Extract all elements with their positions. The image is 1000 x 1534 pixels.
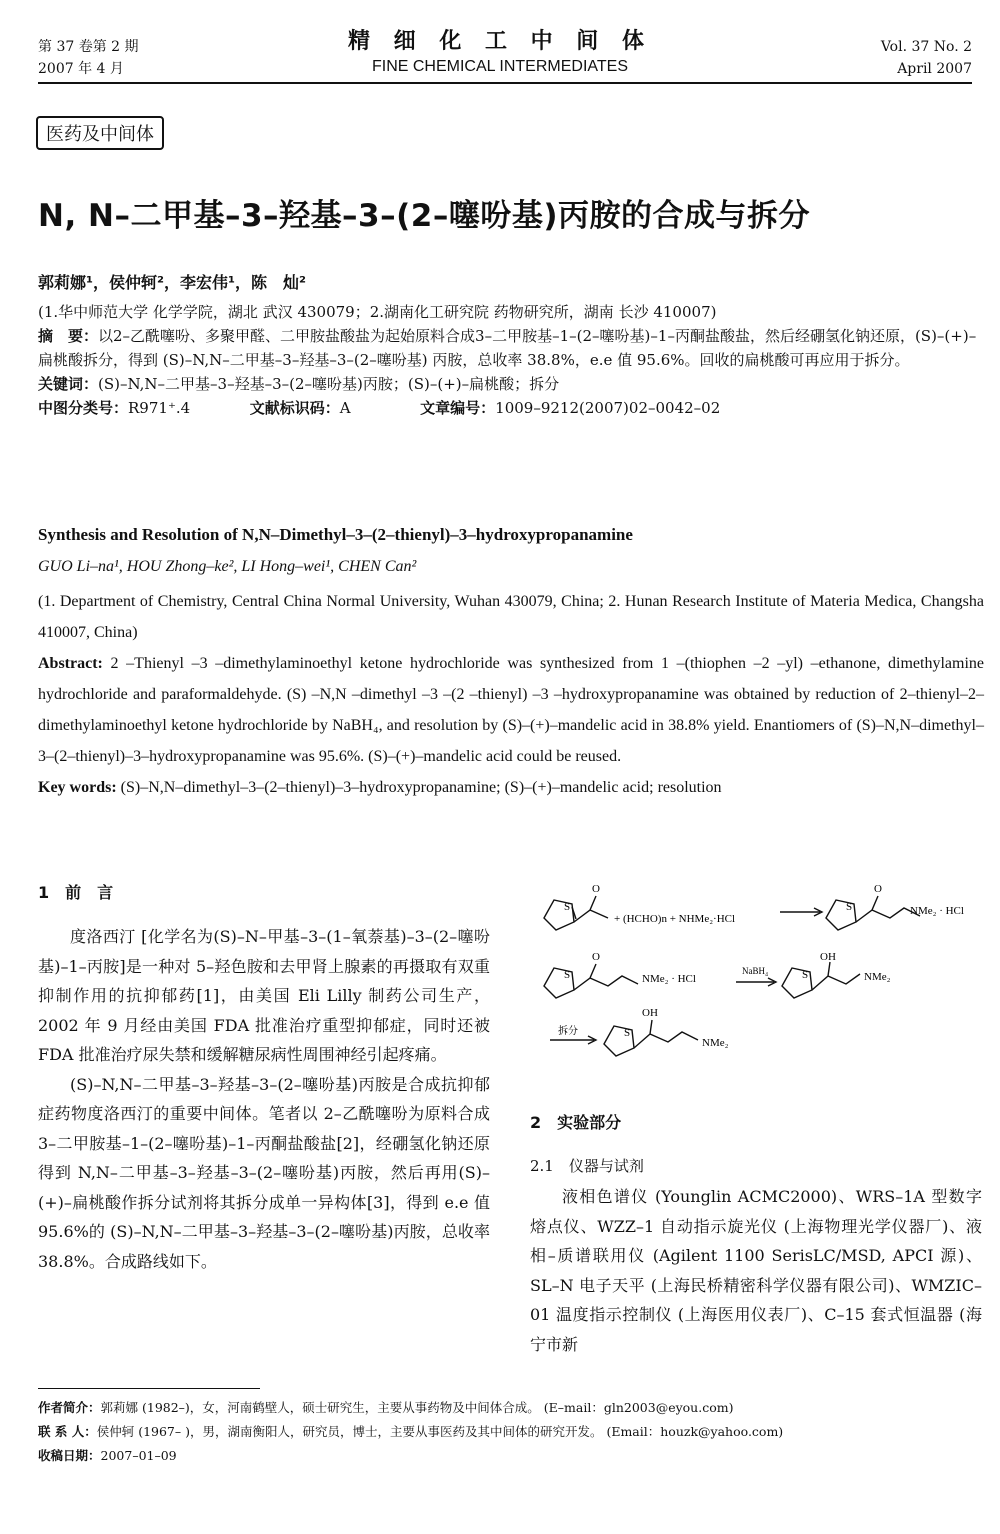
scheme-s-label-1: S — [564, 901, 571, 913]
scheme-s-label-5: S — [624, 1027, 631, 1039]
synthesis-scheme — [530, 878, 985, 1078]
issue-info-cn — [38, 36, 139, 80]
footnote-received — [38, 1444, 988, 1468]
scheme-nme2-hcl-2: NMe₂ · HCl — [642, 973, 696, 985]
footnote-author-label: 作者简介： — [38, 1400, 101, 1415]
journal-name-cn: 精 细 化 工 中 间 体 — [348, 29, 652, 54]
scheme-o-label-2: O — [874, 883, 882, 895]
scheme-oh-label-2: OH — [642, 1007, 658, 1019]
section1-heading: 1 前 言 — [38, 883, 114, 902]
clc-label: 中图分类号： — [38, 399, 129, 417]
footnotes — [38, 1396, 988, 1468]
article-no-value: 1009–9212(2007)02–0042–02 — [495, 399, 721, 417]
footnote-contact-text: 侯仲轲 (1967– )，男，湖南衡阳人，研究员，博士，主要从事医药及其中间体的研究开发。 (Email：houzk@yahoo.com) — [96, 1424, 784, 1439]
right-column — [530, 1182, 982, 1359]
scheme-s-label-4: S — [802, 969, 809, 981]
footnote-contact — [38, 1420, 988, 1444]
keywords-cn-text: (S)–N,N–二甲基–3–羟基–3–(2–噻吩基)丙胺；(S)–(+)–扁桃酸；拆分 — [98, 375, 560, 393]
header-rule — [38, 82, 972, 84]
affiliation-en: (1. Department of Chemistry, Central China Normal University, Wuhan 430079, China; 2. Hunan Research Institute of Materia Medica, Changsha 410007, China) — [38, 593, 984, 641]
doc-code-label: 文献标识码： — [249, 399, 340, 417]
article-title-cn: N, N–二甲基–3–羟基–3–(2–噻吩基)丙胺的合成与拆分 — [38, 198, 811, 234]
footnote-author — [38, 1396, 988, 1420]
scheme-nme2-1: NMe₂ — [864, 971, 891, 983]
keywords-en-text: (S)–N,N–dimethyl–3–(2–thienyl)–3–hydroxypropanamine; (S)–(+)–mandelic acid; resolution — [120, 779, 722, 796]
left-column — [38, 922, 490, 1276]
abstract-en-label: Abstract: — [38, 655, 103, 672]
doc-code-value: A — [339, 399, 351, 417]
keywords-cn-label: 关键词： — [38, 375, 99, 393]
section1-paragraph-1: 度洛西汀 [化学名为(S)–N–甲基–3–(1–氧萘基)–3–(2–噻吩基)–1–丙胺]是一种对 5–羟色胺和去甲肾上腺素的再摄取有双重抑制作用的抗抑郁药[1]，由美国 Eli Lilly 制药公司生产，2002 年 9 月经由美国 FDA 批准治疗重型抑郁症，同时还被 FDA 批准治疗尿失禁和缓解糖尿病性周围神经引起疼痛。 — [38, 927, 490, 1064]
clc-value: R971⁺.4 — [128, 399, 191, 417]
authors-cn: 郭莉娜¹，侯仲轲²，李宏伟¹，陈 灿² — [38, 273, 307, 292]
scheme-s-label-3: S — [564, 969, 571, 981]
scheme-nme2-2: NMe₂ — [702, 1037, 729, 1049]
category-tag: 医药及中间体 — [36, 116, 164, 150]
scheme-reagents: + (HCHO)n + NHMe₂·HCl — [614, 913, 736, 925]
footnote-rule — [38, 1388, 260, 1389]
scheme-resolve: 拆分 — [558, 1026, 578, 1037]
issue-date-cn: 2007 年 4 月 — [38, 61, 124, 77]
abstract-cn-para — [38, 324, 978, 372]
section1-paragraph-2: (S)–N,N–二甲基–3–羟基–3–(2–噻吩基)丙胺是合成抗抑郁症药物度洛西汀的重要中间体。笔者以 2–乙酰噻吩为原料合成 3–二甲胺基–1–(2–噻吩基)–1–丙酮盐酸盐[2]，经硼氢化钠还原得到 N,N–二甲基–3–羟基–3–(2–噻吩基)丙胺，然后再用(S)–(+)–扁桃酸作拆分试剂将其拆分成单一异构体[3]，得到 e.e 值 95.6%的 (S)–N,N–二甲基–3–羟基–3–(2–噻吩基)丙胺，总收率 38.8%。合成路线如下。 — [38, 1074, 490, 1271]
scheme-nme2-hcl-1: NMe₂ · HCl — [910, 905, 964, 917]
journal-title — [300, 28, 700, 78]
issue-date-en: April 2007 — [897, 61, 972, 77]
scheme-oh-label-1: OH — [820, 951, 836, 963]
scheme-o-label-1: O — [592, 883, 600, 895]
keywords-en-para — [38, 772, 984, 803]
affiliation-cn: (1.华中师范大学 化学学院，湖北 武汉 430079；2.湖南化工研究院 药物研究所，湖南 长沙 410007) — [38, 303, 717, 321]
issue-info-en — [881, 36, 972, 80]
abstract-cn-label: 摘 要： — [38, 327, 99, 345]
section2-heading: 2 实验部分 — [530, 1113, 622, 1132]
section21-paragraph: 液相色谱仪 (Younglin ACMC2000)、WRS–1A 型数字熔点仪、WZZ–1 自动指示旋光仪 (上海物理光学仪器厂)、液相–质谱联用仪 (Agilent 1100 SerisLC/MSD, APCI 源)、SL–N 电子天平 (上海民桥精密科学仪器有限公司)、WMZIC–01 温度指示控制仪 (上海医用仪表厂)、C–15 套式恒温器 (海宁市新 — [530, 1187, 982, 1354]
journal-name-en: FINE CHEMICAL INTERMEDIATES — [371, 58, 629, 75]
abstract-block-cn — [38, 300, 978, 420]
classification-line — [38, 396, 978, 420]
footnote-received-label: 收稿日期： — [38, 1448, 101, 1463]
section21-heading: 2.1 仪器与试剂 — [530, 1157, 644, 1175]
authors-en: GUO Li–na¹, HOU Zhong–ke², LI Hong–wei¹, CHEN Can² — [38, 558, 417, 575]
volume-en: Vol. 37 No. 2 — [880, 39, 972, 55]
article-no-label: 文章编号： — [420, 399, 496, 417]
abstract-cn-text: 以2–乙酰噻吩、多聚甲醛、二甲胺盐酸盐为起始原料合成3–二甲胺基–1–(2–噻吩基)–1–丙酮盐酸盐，然后经硼氢化钠还原，(S)–(+)–扁桃酸拆分，得到 (S)–N,N–二甲基–3–羟基–3–(2–噻吩基) 丙胺，总收率 38.8%，e.e 值 95.6%。回收的扁桃酸可再应用于拆分。 — [38, 327, 977, 369]
abstract-en-para — [38, 648, 984, 772]
abstract-en-text: 2 –Thienyl –3 –dimethylaminoethyl ketone hydrochloride was synthesized from 1 –(thiophen –2 –yl) –ethanone, dimethylamine hydrochloride and paraformaldehyde. (S) –N,N –dimethyl –3 –(2 –thienyl) –3 –hydroxypropanamine was obtained by reduction of 2–thienyl–2–dimethylaminoethyl ketone hydrochloride by NaBH₄, and resolution by (S)–(+)–mandelic acid in 38.8% yield. Enantiomers of (S)–N,N–dimethyl–3–(2–thienyl)–3–hydroxypropanamine was 95.6%. (S)–(+)–mandelic acid could be reused. — [38, 655, 985, 765]
keywords-cn-para — [38, 372, 978, 396]
abstract-block-en — [38, 586, 984, 803]
footnote-received-text: 2007–01–09 — [100, 1448, 177, 1463]
keywords-en-label: Key words: — [38, 779, 117, 796]
footnote-contact-label: 联 系 人： — [38, 1424, 97, 1439]
article-title-en: Synthesis and Resolution of N,N–Dimethyl–3–(2–thienyl)–3–hydroxypropanamine — [38, 525, 633, 544]
scheme-o-label-3: O — [592, 951, 600, 963]
footnote-author-text: 郭莉娜 (1982–)，女，河南鹤壁人，硕士研究生，主要从事药物及中间体合成。 (E–mail：gln2003@eyou.com) — [100, 1400, 734, 1415]
scheme-s-label-2: S — [846, 901, 853, 913]
issue-number-cn: 第 37 卷第 2 期 — [38, 39, 139, 55]
scheme-nabh4: NaBH₄ — [742, 966, 769, 976]
